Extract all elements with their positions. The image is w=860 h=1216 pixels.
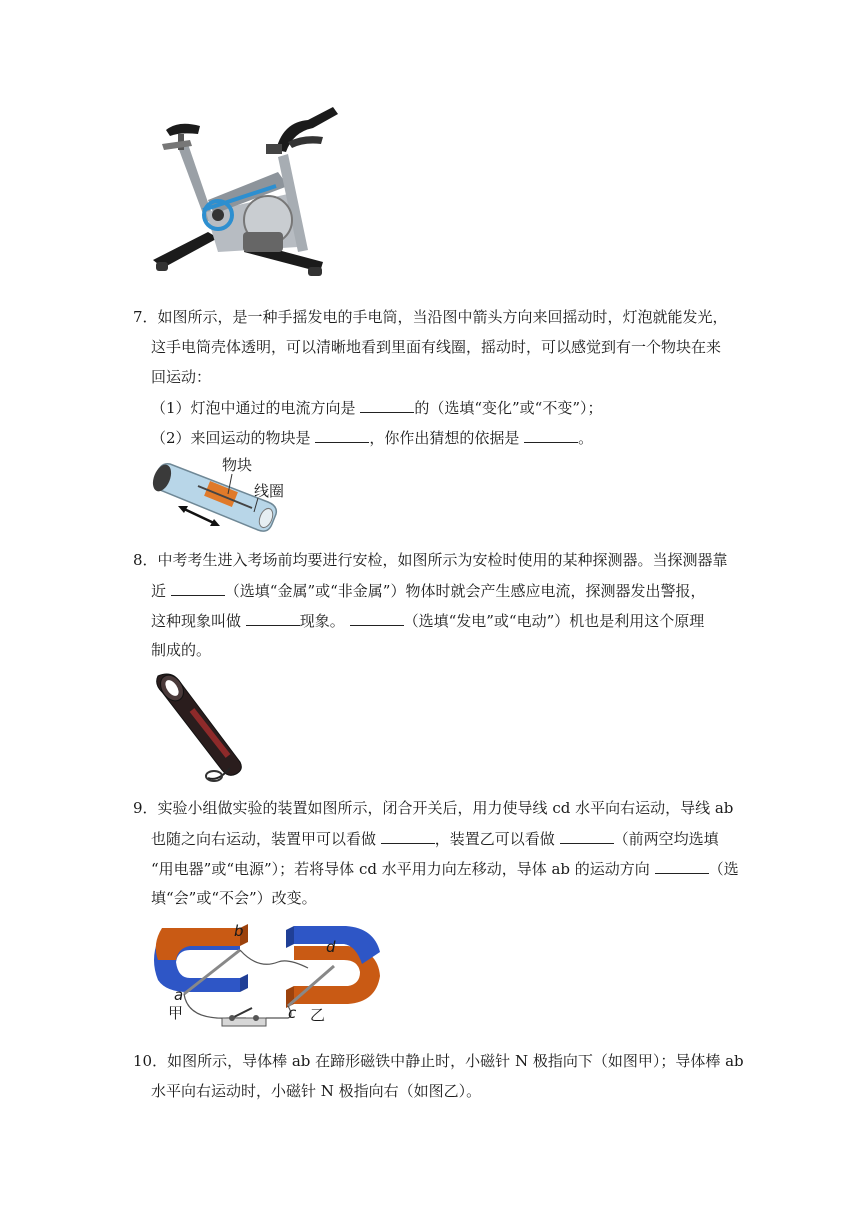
metal-detector-figure [148, 670, 248, 786]
q9-line3-text-a: “用电器”或“电源”）；若将导体 cd 水平用力向左移动，导体 ab 的运动方向 [151, 860, 655, 878]
q9-line-4: 填“会”或“不会”）改变。 [151, 889, 317, 907]
q8-line-3 [151, 609, 704, 632]
label-c: c [288, 1004, 297, 1022]
exercise-bike-figure [148, 102, 343, 292]
q8-line3-text-b: 现象。 [299, 612, 350, 630]
q7-sub-question-2 [151, 426, 593, 449]
label-jia: 甲 [168, 1004, 184, 1022]
q7-sub1-text-b: 的（选填“变化”或“不变”）； [414, 399, 603, 417]
q7-sub2-text-a: （2）来回运动的物块是 [151, 429, 316, 447]
label-a: a [174, 986, 184, 1004]
label-block: 物块 [222, 456, 253, 474]
q9-blank-2[interactable] [560, 827, 614, 844]
q8-line3-text-c: （选填“发电”或“电动”）机也是利用这个原理 [403, 612, 705, 630]
q9-line-1: 9．实验小组做实验的装置如图所示，闭合开关后，用力使导线 cd 水平向右运动，导线 ab [133, 799, 734, 817]
q8-blank-3[interactable] [350, 609, 404, 626]
label-coil: 线圈 [254, 482, 285, 500]
q9-line3-text-b: （选 [708, 860, 739, 878]
q9-line-2 [151, 827, 719, 850]
q7-line-3: 回运动： [151, 368, 212, 386]
q10-line-2: 水平向右运动时，小磁针 N 极指向右（如图乙）。 [151, 1082, 482, 1100]
q8-blank-1[interactable] [171, 579, 225, 596]
q10-line-1: 10．如图所示，导体棒 ab 在蹄形磁铁中静止时，小磁针 N 极指向下（如图甲）；导体棒 ab [133, 1052, 744, 1070]
q8-line2-text-b: （选填“金属”或“非金属”）物体时就会产生感应电流，探测器发出警报， [224, 582, 706, 600]
q9-blank-1[interactable] [381, 827, 435, 844]
q7-sub-question-1 [151, 396, 603, 419]
q9-line2-text-c: （前两空均选填 [613, 830, 719, 848]
q9-line2-text-a: 也随之向右运动，装置甲可以看做 [151, 830, 381, 848]
label-b: b [234, 922, 244, 940]
label-yi: 乙 [310, 1006, 326, 1024]
magnets-drawing [148, 920, 388, 1030]
q7-line-2: 这手电筒壳体透明，可以清晰地看到里面有线圈，摇动时，可以感觉到有一个物块在来 [151, 338, 722, 356]
magnets-figure [148, 920, 388, 1030]
q7-sub1-text-a: （1）灯泡中通过的电流方向是 [151, 399, 361, 417]
q9-line-3 [151, 857, 739, 880]
label-d: d [326, 938, 336, 956]
q7-blank-3[interactable] [524, 426, 578, 443]
q8-line2-text-a: 近 [151, 582, 171, 600]
q9-line2-text-b: ，装置乙可以看做 [434, 830, 560, 848]
q8-line-1: 8．中考考生进入考场前均要进行安检，如图所示为安检时使用的某种探测器。当探测器靠 [133, 551, 728, 569]
q7-blank-2[interactable] [315, 426, 369, 443]
q7-sub2-text-b: ，你作出猜想的依据是 [369, 429, 525, 447]
q7-sub2-text-c: 。 [578, 429, 594, 447]
q9-blank-3[interactable] [655, 857, 709, 874]
q7-blank-1[interactable] [360, 396, 414, 413]
q8-line-2 [151, 579, 705, 602]
q7-line-1: 7．如图所示，是一种手摇发电的手电筒，当沿图中箭头方向来回摇动时，灯泡就能发光， [133, 308, 728, 326]
q8-line3-text-a: 这种现象叫做 [151, 612, 246, 630]
flashlight-figure [148, 454, 298, 538]
q8-blank-2[interactable] [246, 609, 300, 626]
q8-line-4: 制成的。 [151, 641, 212, 659]
